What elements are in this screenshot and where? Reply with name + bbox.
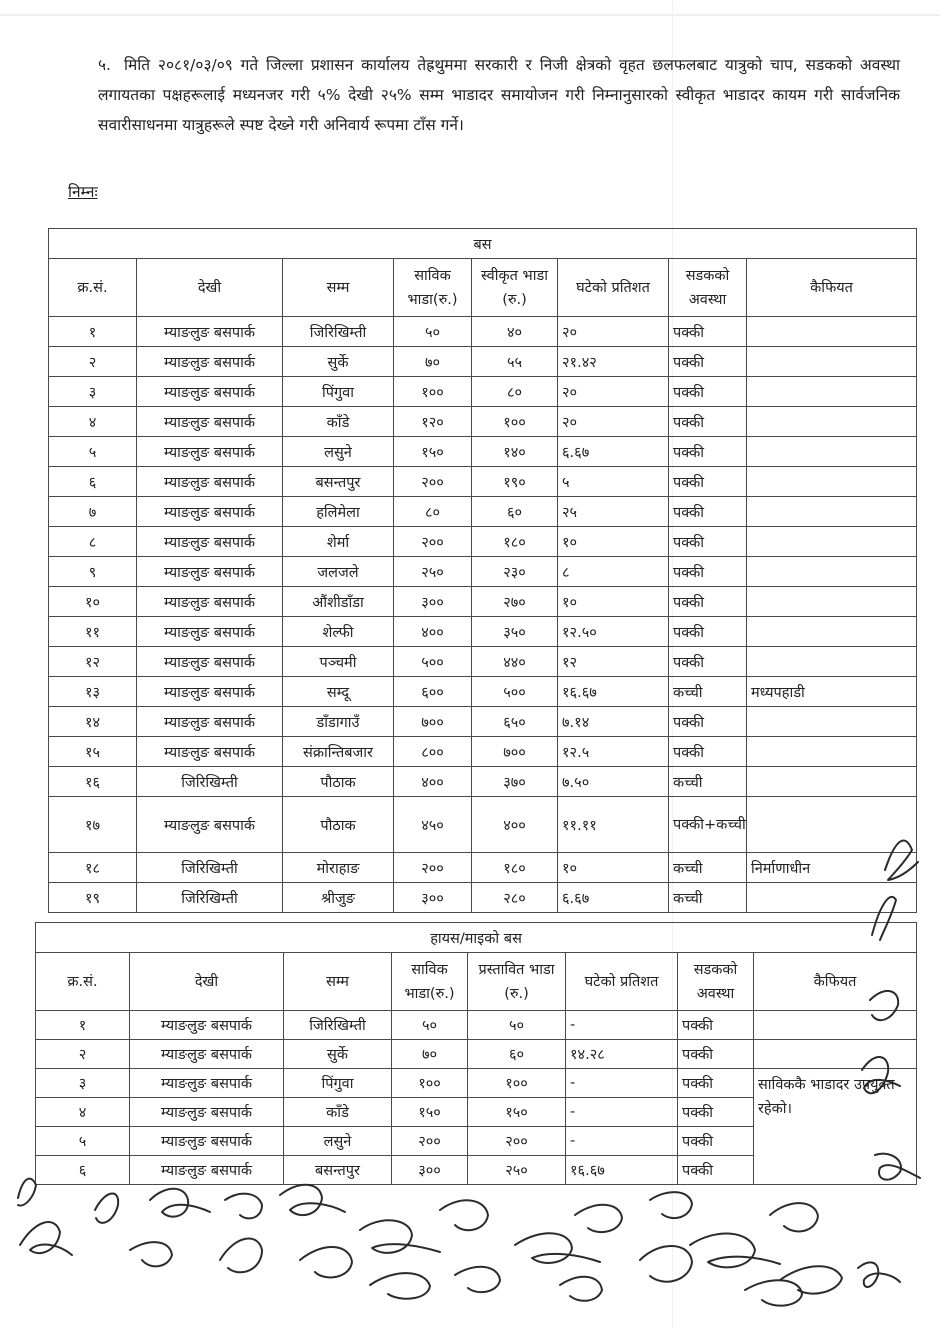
new-fare-cell: १०० (468, 1069, 566, 1098)
old-fare-cell: ४०० (394, 617, 472, 647)
serial-cell: ६ (36, 1156, 130, 1185)
to-cell: शेर्मा (283, 527, 394, 557)
road-cell: पक्की (669, 377, 747, 407)
old-fare-cell: ५० (392, 1011, 468, 1040)
new-fare-cell: ६० (468, 1040, 566, 1069)
road-cell: कच्ची (669, 883, 747, 913)
old-fare-cell: ७० (392, 1040, 468, 1069)
signature-stroke (875, 1154, 920, 1180)
signature-stroke (745, 1280, 802, 1305)
percent-cell: ११.११ (558, 797, 669, 853)
new-fare-cell: ७०० (472, 737, 558, 767)
column-header: कैफियत (754, 953, 917, 1011)
to-cell: पिंगुवा (284, 1069, 392, 1098)
signature-stroke (370, 1273, 430, 1299)
new-fare-cell: १९० (472, 467, 558, 497)
signature-stroke (130, 1242, 172, 1266)
old-fare-cell: ६०० (394, 677, 472, 707)
from-cell: म्याङलुङ बसपार्क (137, 527, 283, 557)
road-cell: पक्की+कच्ची (669, 797, 747, 853)
new-fare-cell: १८० (472, 853, 558, 883)
serial-cell: २ (36, 1040, 130, 1069)
signature-stroke (650, 1192, 692, 1218)
percent-cell: ७.१४ (558, 707, 669, 737)
column-header: घटेको प्रतिशत (566, 953, 678, 1011)
to-cell: जलजले (283, 557, 394, 587)
from-cell: म्याङलुङ बसपार्क (137, 467, 283, 497)
signature-stroke (440, 1200, 488, 1230)
old-fare-cell: ३०० (392, 1156, 468, 1185)
percent-cell: १४.२८ (566, 1040, 678, 1069)
percent-cell: १२.५० (558, 617, 669, 647)
from-cell: म्याङलुङ बसपार्क (130, 1127, 284, 1156)
from-cell: जिरिखिम्ती (137, 883, 283, 913)
signature-stroke (780, 1266, 842, 1293)
from-cell: म्याङलुङ बसपार्क (137, 377, 283, 407)
column-header: देखी (137, 259, 283, 317)
from-cell: म्याङलुङ बसपार्क (137, 737, 283, 767)
column-header: घटेको प्रतिशत (558, 259, 669, 317)
road-cell: पक्की (669, 437, 747, 467)
old-fare-cell: २५० (394, 557, 472, 587)
percent-cell: २५ (558, 497, 669, 527)
new-fare-cell: २८० (472, 883, 558, 913)
signature-stroke (455, 1267, 500, 1292)
serial-cell: ४ (36, 1098, 130, 1127)
old-fare-cell: ७० (394, 347, 472, 377)
to-cell: बसन्तपुर (284, 1156, 392, 1185)
from-cell: म्याङलुङ बसपार्क (130, 1156, 284, 1185)
remark-cell: मध्यपहाडी (747, 677, 917, 707)
serial-cell: १५ (49, 737, 137, 767)
serial-cell: १९ (49, 883, 137, 913)
column-header: साविक भाडा(रु.) (392, 953, 468, 1011)
road-cell: पक्की (669, 617, 747, 647)
new-fare-cell: ४० (472, 317, 558, 347)
to-cell: लसुने (283, 437, 394, 467)
paragraph-text: मिति २०८१/०३/०९ गते जिल्ला प्रशासन कार्यालय तेह्रथुममा सरकारी र निजी क्षेत्रको वृहत छलफलबाट यात्रुको चाप, सडकको अवस्था लगायतका पक्षहरूलाई मध्यनजर गरी ५% देखी २५% सम्म भाडादर समायोजन गरी निम्नानुसारको स्वीकृत भाडादर कायम गरी सार्वजनिक सवारीसाधनमा यात्रुहरूले स्पष्ट देख्ने गरी अनिवार्य रूपमा टाँस गर्ने। (98, 56, 900, 134)
from-cell: म्याङलुङ बसपार्क (130, 1011, 284, 1040)
new-fare-cell: २५० (468, 1156, 566, 1185)
serial-cell: ४ (49, 407, 137, 437)
new-fare-cell: १८० (472, 527, 558, 557)
signature-stroke (150, 1189, 210, 1217)
old-fare-cell: ३०० (394, 883, 472, 913)
road-cell: पक्की (678, 1011, 754, 1040)
signature-stroke (770, 1203, 818, 1231)
column-header: स्वीकृत भाडा (रु.) (472, 259, 558, 317)
old-fare-cell: १०० (394, 377, 472, 407)
serial-cell: १० (49, 587, 137, 617)
new-fare-cell: ३५० (472, 617, 558, 647)
new-fare-cell: ३७० (472, 767, 558, 797)
road-cell: पक्की (678, 1069, 754, 1098)
road-cell: पक्की (669, 707, 747, 737)
old-fare-cell: ५० (394, 317, 472, 347)
old-fare-cell: ७०० (394, 707, 472, 737)
from-cell: जिरिखिम्ती (137, 767, 283, 797)
road-cell: पक्की (669, 317, 747, 347)
from-cell: म्याङलुङ बसपार्क (137, 797, 283, 853)
signature-stroke (300, 1247, 352, 1277)
table-caption: हायस/माइको बस (36, 923, 917, 953)
serial-cell: २ (49, 347, 137, 377)
from-cell: म्याङलुङ बसपार्क (137, 347, 283, 377)
new-fare-cell: ५० (468, 1011, 566, 1040)
percent-cell: १० (558, 853, 669, 883)
new-fare-cell: ५०० (472, 677, 558, 707)
signature-stroke (220, 1239, 262, 1273)
serial-cell: १८ (49, 853, 137, 883)
to-cell: सुर्के (284, 1040, 392, 1069)
road-cell: पक्की (669, 647, 747, 677)
old-fare-cell: २०० (394, 467, 472, 497)
road-cell: पक्की (669, 587, 747, 617)
percent-cell: २० (558, 317, 669, 347)
signature-stroke (95, 1194, 118, 1223)
signature-stroke (862, 1057, 900, 1093)
from-cell: म्याङलुङ बसपार्क (137, 437, 283, 467)
serial-cell: १ (49, 317, 137, 347)
percent-cell: १२ (558, 647, 669, 677)
serial-cell: १६ (49, 767, 137, 797)
old-fare-cell: १०० (392, 1069, 468, 1098)
column-header: सम्म (283, 259, 394, 317)
percent-cell: ६.६७ (558, 883, 669, 913)
from-cell: म्याङलुङ बसपार्क (137, 497, 283, 527)
remark-cell: निर्माणाधीन (747, 853, 917, 883)
from-cell: म्याङलुङ बसपार्क (137, 647, 283, 677)
road-cell: पक्की (669, 557, 747, 587)
signature-stroke (885, 840, 918, 880)
serial-cell: १२ (49, 647, 137, 677)
signature-stroke (870, 991, 898, 1020)
to-cell: काँडे (283, 407, 394, 437)
table-caption: बस (49, 229, 917, 259)
to-cell: संक्रान्तिबजार (283, 737, 394, 767)
to-cell: सुर्के (283, 347, 394, 377)
to-cell: औंशीडाँडा (283, 587, 394, 617)
percent-cell: ८ (558, 557, 669, 587)
new-fare-cell: २७० (472, 587, 558, 617)
road-cell: कच्ची (669, 767, 747, 797)
from-cell: म्याङलुङ बसपार्क (137, 587, 283, 617)
percent-cell: २१.४२ (558, 347, 669, 377)
column-header: कैफियत (747, 259, 917, 317)
column-header: सम्म (284, 953, 392, 1011)
paragraph-number: ५. (98, 56, 111, 74)
percent-cell: - (566, 1011, 678, 1040)
old-fare-cell: १२० (394, 407, 472, 437)
road-cell: पक्की (669, 407, 747, 437)
new-fare-cell: ४०० (472, 797, 558, 853)
percent-cell: १० (558, 527, 669, 557)
old-fare-cell: २०० (394, 527, 472, 557)
from-cell: जिरिखिम्ती (137, 853, 283, 883)
signature-stroke (280, 1185, 345, 1215)
signature-stroke (640, 1246, 692, 1282)
serial-cell: १७ (49, 797, 137, 853)
percent-cell: १२.५ (558, 737, 669, 767)
to-cell: पञ्चमी (283, 647, 394, 677)
from-cell: म्याङलुङ बसपार्क (130, 1069, 284, 1098)
road-cell: पक्की (669, 497, 747, 527)
from-cell: म्याङलुङ बसपार्क (130, 1040, 284, 1069)
serial-cell: ७ (49, 497, 137, 527)
serial-cell: ५ (36, 1127, 130, 1156)
road-cell: पक्की (669, 467, 747, 497)
to-cell: पिंगुवा (283, 377, 394, 407)
signature-stroke (225, 1194, 262, 1219)
signature-stroke (690, 1234, 780, 1268)
signature-stroke (360, 1220, 440, 1253)
percent-cell: १६.६७ (566, 1156, 678, 1185)
road-cell: पक्की (678, 1156, 754, 1185)
serial-cell: ५ (49, 437, 137, 467)
new-fare-cell: ६० (472, 497, 558, 527)
signature-stroke (18, 1179, 36, 1206)
old-fare-cell: १५० (394, 437, 472, 467)
new-fare-cell: ६५० (472, 707, 558, 737)
new-fare-cell: २०० (468, 1127, 566, 1156)
signature-stroke (515, 1233, 600, 1263)
old-fare-cell: ४०० (394, 767, 472, 797)
signature-stroke (20, 1222, 72, 1255)
from-cell: म्याङलुङ बसपार्क (137, 407, 283, 437)
road-cell: पक्की (678, 1040, 754, 1069)
to-cell: श्रीजुङ (283, 883, 394, 913)
column-header: सडकको अवस्था (669, 259, 747, 317)
old-fare-cell: ५०० (394, 647, 472, 677)
serial-cell: ३ (49, 377, 137, 407)
signature-stroke (858, 1262, 900, 1287)
percent-cell: २० (558, 377, 669, 407)
serial-cell: ८ (49, 527, 137, 557)
to-cell: सम्दू (283, 677, 394, 707)
from-cell: म्याङलुङ बसपार्क (137, 707, 283, 737)
to-cell: हलिमेला (283, 497, 394, 527)
road-cell: कच्ची (669, 853, 747, 883)
new-fare-cell: ४४० (472, 647, 558, 677)
road-cell: पक्की (678, 1098, 754, 1127)
percent-cell: ६.६७ (558, 437, 669, 467)
percent-cell: १६.६७ (558, 677, 669, 707)
old-fare-cell: ३०० (394, 587, 472, 617)
from-cell: म्याङलुङ बसपार्क (137, 557, 283, 587)
old-fare-cell: १५० (392, 1098, 468, 1127)
road-cell: पक्की (669, 737, 747, 767)
serial-cell: १४ (49, 707, 137, 737)
to-cell: बसन्तपुर (283, 467, 394, 497)
old-fare-cell: २०० (392, 1127, 468, 1156)
percent-cell: - (566, 1127, 678, 1156)
new-fare-cell: ५५ (472, 347, 558, 377)
percent-cell: - (566, 1069, 678, 1098)
to-cell: लसुने (284, 1127, 392, 1156)
signature-stroke (872, 897, 896, 940)
new-fare-cell: ८० (472, 377, 558, 407)
column-header: क्र.सं. (49, 259, 137, 317)
serial-cell: १३ (49, 677, 137, 707)
road-cell: कच्ची (669, 677, 747, 707)
old-fare-cell: ८०० (394, 737, 472, 767)
percent-cell: २० (558, 407, 669, 437)
column-header: क्र.सं. (36, 953, 130, 1011)
old-fare-cell: ८० (394, 497, 472, 527)
road-cell: पक्की (669, 347, 747, 377)
old-fare-cell: ४५० (394, 797, 472, 853)
to-cell: काँडे (284, 1098, 392, 1127)
serial-cell: ११ (49, 617, 137, 647)
column-header: देखी (130, 953, 284, 1011)
serial-cell: ६ (49, 467, 137, 497)
new-fare-cell: २३० (472, 557, 558, 587)
serial-cell: ३ (36, 1069, 130, 1098)
new-fare-cell: १५० (468, 1098, 566, 1127)
from-cell: म्याङलुङ बसपार्क (130, 1098, 284, 1127)
serial-cell: ९ (49, 557, 137, 587)
new-fare-cell: १४० (472, 437, 558, 467)
old-fare-cell: २०० (394, 853, 472, 883)
from-cell: म्याङलुङ बसपार्क (137, 317, 283, 347)
new-fare-cell: १०० (472, 407, 558, 437)
to-cell: डाँडागाउँ (283, 707, 394, 737)
nimna-label: निम्नः (68, 183, 98, 201)
column-header: साविक भाडा(रु.) (394, 259, 472, 317)
remark-cell: साविककै भाडादर उपयुक्त रहेको। (754, 1069, 917, 1185)
to-cell: पौठाक (283, 797, 394, 853)
to-cell: जिरिखिम्ती (283, 317, 394, 347)
from-cell: म्याङलुङ बसपार्क (137, 617, 283, 647)
signature-stroke (560, 1277, 602, 1301)
to-cell: मोराहाङ (283, 853, 394, 883)
percent-cell: ७.५० (558, 767, 669, 797)
to-cell: शेल्फी (283, 617, 394, 647)
percent-cell: १० (558, 587, 669, 617)
to-cell: जिरिखिम्ती (284, 1011, 392, 1040)
column-header: प्रस्तावित भाडा (रु.) (468, 953, 566, 1011)
serial-cell: १ (36, 1011, 130, 1040)
percent-cell: ५ (558, 467, 669, 497)
signature-stroke (575, 1205, 622, 1232)
to-cell: पौठाक (283, 767, 394, 797)
column-header: सडकको अवस्था (678, 953, 754, 1011)
road-cell: पक्की (669, 527, 747, 557)
from-cell: म्याङलुङ बसपार्क (137, 677, 283, 707)
percent-cell: - (566, 1098, 678, 1127)
road-cell: पक्की (678, 1127, 754, 1156)
